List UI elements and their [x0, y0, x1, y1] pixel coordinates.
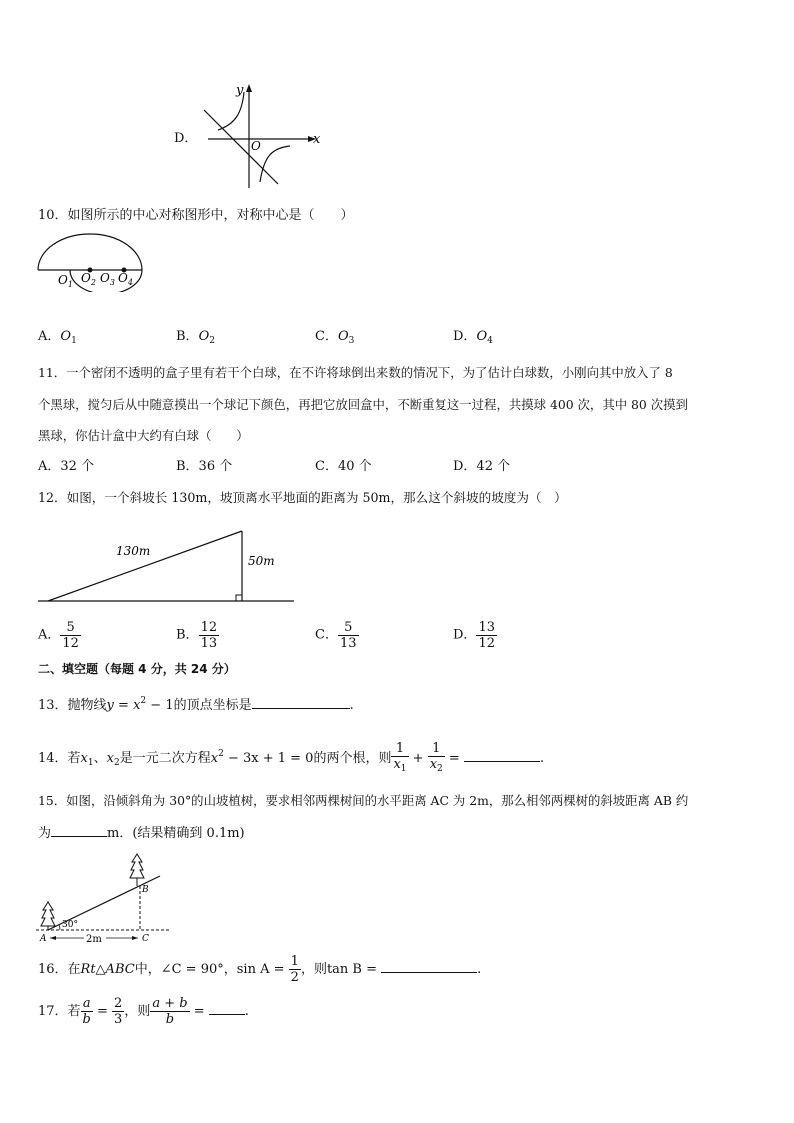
tree-b-icon: [130, 854, 144, 886]
q10-text: 如图所示的中心对称图形中，对称中心是（ ）: [67, 208, 354, 223]
point-c-label: C: [142, 934, 149, 944]
upper-semicircle: [38, 234, 142, 270]
q13-answer-blank[interactable]: [252, 696, 350, 709]
svg-text:O4: $O_4$: [118, 271, 133, 287]
x-axis-label: x: [313, 132, 321, 147]
q11-option-d[interactable]: D．42 个: [453, 459, 511, 474]
q10-option-b[interactable]: B．$O_2$: [176, 329, 215, 346]
q9-option-d-graph: [200, 80, 330, 192]
q17-stem: 17．若 $\frac{a}{b}$ = $\frac{2}{3}$ ，则 $\frac{a + b}{b}$ = .: [38, 996, 249, 1027]
y-axis-label: y: [236, 83, 244, 98]
q10-figure: [36, 232, 148, 292]
tree-a-icon: [41, 902, 55, 930]
q12-stem: 12．如图，一个斜坡长 130m，坡顶离水平地面的距离为 50m，那么这个斜坡的坡度为（ ）: [38, 490, 567, 505]
q9-option-d-label: D．: [174, 131, 198, 146]
q15-answer-blank[interactable]: [51, 824, 107, 837]
q11-line-2: 个黑球，搅匀后从中随意摸出一个球记下颜色，再把它放回盒中，不断重复这一过程，共摸球 400 次，其中 80 次摸到: [38, 397, 688, 412]
q16-answer-blank[interactable]: [381, 960, 477, 973]
angle-arc: [59, 925, 60, 930]
q12-option-a[interactable]: A． $\frac{5}{12}$: [38, 620, 79, 651]
q10-number: 10．: [38, 208, 68, 223]
point-a-label: A: [40, 934, 47, 944]
q12-option-b[interactable]: B． $\frac{12}{13}$: [176, 620, 218, 651]
q11-option-a[interactable]: A．32 个: [38, 459, 95, 474]
q13-stem: 13．抛物线$y = x^2 - 1$的顶点坐标是 .: [38, 696, 354, 713]
hyperbola-branch-lower: [260, 146, 290, 182]
svg-text:O3: $O_3$: [100, 271, 115, 287]
q15-line-1: 15．如图，沿倾斜角为 30°的山坡植树，要求相邻两棵树间的水平距离 AC 为 2m，那么相邻两棵树的斜坡距离 AB 约: [38, 793, 689, 808]
q14-stem: 14．若$x_1$、$x_2$是一元二次方程$x^2 - 3x + 1 = 0$的两个根，则 $\frac{1}{x_1}$ + $\frac{1}{x_2}$ = .: [38, 740, 545, 774]
angle-label: 30°: [62, 920, 78, 930]
q11-line-1: 11．一个密闭不透明的盒子里有若干个白球，在不许将球倒出来数的情况下，为了估计白球数，小刚向其中放入了 8: [38, 365, 673, 380]
q15-line-2: 为 m．(结果精确到 0.1m): [38, 826, 245, 841]
svg-text:O2: $O_2$: [81, 271, 96, 287]
q12-slope-figure: [36, 520, 298, 608]
q16-stem: 16．在Rt△ABC中，∠C = 90°，sin A = $\frac{1}{2}$ ，则tan B = .: [38, 954, 482, 985]
q10-option-a[interactable]: A．$O_1$: [38, 329, 77, 346]
height-label: 50m: [248, 554, 275, 568]
q11-option-b[interactable]: B．36 个: [176, 459, 233, 474]
section-title: 二、填空题（每题 4 分，共 24 分）: [38, 662, 236, 676]
q14-answer-blank[interactable]: [464, 749, 540, 762]
linear-function-line: [204, 110, 278, 184]
q15-tree-figure: [36, 848, 172, 946]
q11-option-c[interactable]: C．40 个: [315, 459, 372, 474]
q17-answer-blank[interactable]: [209, 1002, 245, 1015]
right-angle-mark: [236, 595, 242, 601]
q10-option-d[interactable]: D．$O_4$: [453, 329, 493, 346]
q10-stem: [38, 208, 354, 224]
q12-option-c[interactable]: C． $\frac{5}{13}$: [315, 620, 357, 651]
y-axis-arrow: [246, 84, 252, 92]
origin-label: O: [251, 139, 261, 153]
point-b-label: B: [142, 885, 149, 895]
q10-option-c[interactable]: C．$O_3$: [315, 329, 355, 346]
slope-line: [48, 531, 242, 601]
distance-label: 2m: [86, 934, 102, 945]
slope-label: 130m: [116, 544, 151, 558]
svg-text:O1: $O_1$: [58, 273, 73, 289]
q12-option-d[interactable]: D． $\frac{13}{12}$: [453, 620, 495, 651]
q11-line-3: 黑球，你估计盒中大约有白球（ ）: [38, 428, 249, 443]
